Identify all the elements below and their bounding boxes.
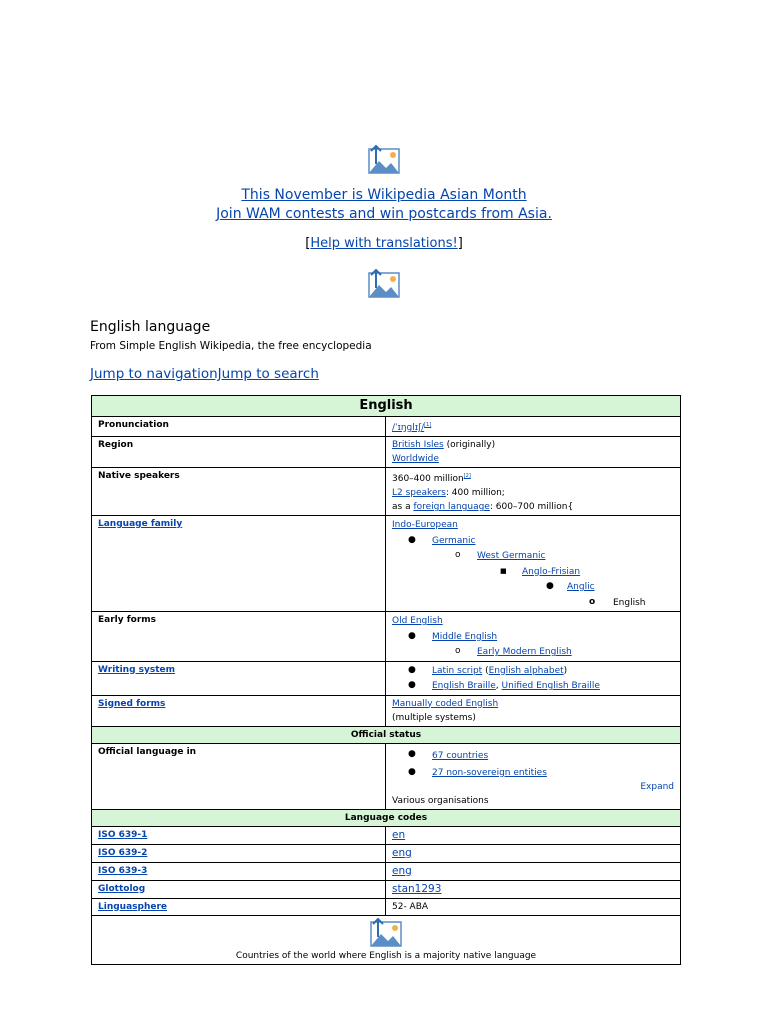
page-subtitle: From Simple English Wikipedia, the free encyclopedia	[90, 340, 372, 352]
writing-system-value: ● Latin script (English alphabet) ● English Braille, Unified English Braille	[386, 661, 681, 695]
jump-links[interactable]: Jump to navigationJump to search	[90, 366, 319, 382]
image-placeholder-icon	[368, 268, 400, 298]
pronunciation-value: /ˈɪŋɡlɪʃ/[1]	[386, 417, 681, 437]
infobox-header: English	[92, 396, 681, 417]
official-language-label: Official language in	[92, 743, 386, 809]
help-translations: [Help with translations!]	[305, 236, 463, 251]
region-label: Region	[92, 437, 386, 468]
iso1-value: en	[386, 826, 681, 844]
official-status-header: Official status	[92, 726, 681, 743]
page-title: English language	[90, 319, 211, 335]
banner-line1[interactable]: This November is Wikipedia Asian Month	[241, 187, 527, 203]
region-value: British Isles (originally) Worldwide	[386, 437, 681, 468]
iso3-label[interactable]: ISO 639-3	[92, 862, 386, 880]
signed-forms-label[interactable]: Signed forms	[92, 695, 386, 726]
help-translations-link[interactable]: Help with translations!	[310, 236, 458, 251]
pronunciation-label: Pronunciation	[92, 417, 386, 437]
banner-line2[interactable]: Join WAM contests and win postcards from Asia.	[216, 206, 552, 222]
language-family-value: Indo-European ● Germanic o West Germanic ■ Anglo-Frisian ● Anglic o English	[386, 516, 681, 612]
iso2-label[interactable]: ISO 639-2	[92, 844, 386, 862]
native-speakers-label: Native speakers	[92, 468, 386, 516]
glottolog-label[interactable]: Glottolog	[92, 880, 386, 898]
writing-system-label[interactable]: Writing system	[92, 661, 386, 695]
glottolog-value: stan1293	[386, 880, 681, 898]
early-forms-label: Early forms	[92, 612, 386, 662]
expand-button[interactable]: Expand	[640, 781, 675, 792]
iso1-label[interactable]: ISO 639-1	[92, 826, 386, 844]
map-caption: Countries of the world where English is a majority native language	[235, 950, 537, 961]
image-placeholder-icon	[370, 917, 402, 947]
language-codes-header: Language codes	[92, 809, 681, 826]
official-language-value: ● 67 countries ● 27 non-sovereign entities Expand Various organisations	[386, 743, 681, 809]
linguasphere-value: 52- ABA	[386, 898, 681, 915]
signed-forms-value: Manually coded English (multiple systems)	[386, 695, 681, 726]
iso2-value: eng	[386, 844, 681, 862]
infobox	[91, 395, 681, 965]
native-speakers-value: 360–400 million[2] L2 speakers: 400 million; as a foreign language: 600–700 million{	[386, 468, 681, 516]
language-family-label[interactable]: Language family	[92, 516, 386, 612]
map-caption-cell	[92, 915, 681, 964]
linguasphere-label[interactable]: Linguasphere	[92, 898, 386, 915]
early-forms-value: Old English ● Middle English o Early Modern English	[386, 612, 681, 662]
image-placeholder-icon	[368, 144, 400, 174]
iso3-value: eng	[386, 862, 681, 880]
